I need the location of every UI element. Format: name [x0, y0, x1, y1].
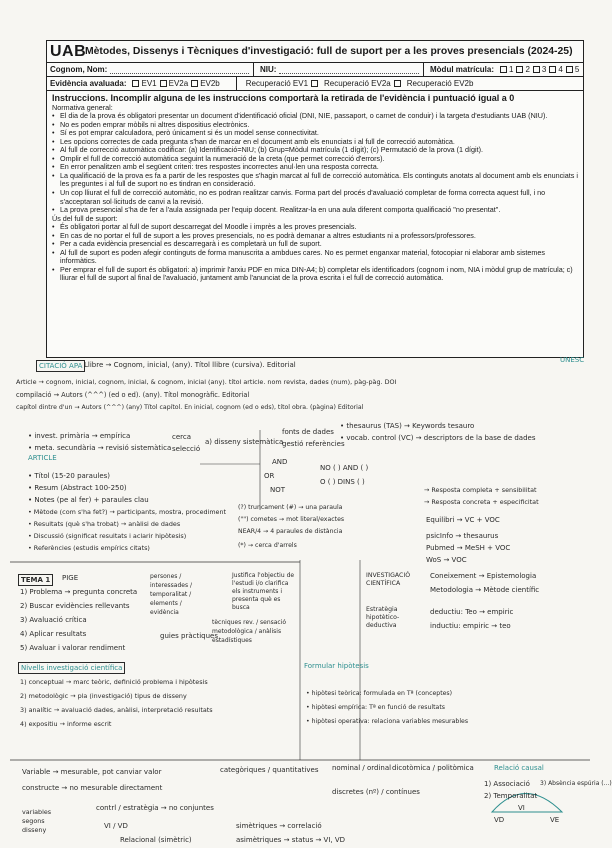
- sheet-header: [47, 41, 583, 63]
- note-var-6: discretes (nº) / contínues: [332, 788, 420, 796]
- note-art-3: • Notes (pe al fer) + paraules clau: [28, 496, 149, 504]
- note-cita-article: Article → cognom, inicial, cognom, inicial, & cognom, inicial (any). títol article. nom revista, dades (num), pàg-pàg. DOI: [16, 378, 397, 386]
- note-niv-1: 1) conceptual → marc teòric, definició problema i hipòtesis: [20, 678, 208, 686]
- note-hip-2: • hipòtesi teòrica: formulada en Tª (conceptes): [306, 690, 453, 697]
- note-bool-3: (?) truncament (#) → una paraula: [238, 504, 343, 511]
- module-checkbox-2[interactable]: [516, 66, 523, 73]
- support-rules-title: Ús del full de suport:: [52, 213, 118, 223]
- note-estrat-4: cerca: [172, 433, 192, 441]
- support-sheet: [46, 40, 584, 358]
- list-item: • Per emprar el full de suport és obligatori: a) imprimir l'arxiu PDF en mica DIN-A4; b) completar els identificadors (cognom i nom, NIA i mòdul grup de matrícula; c) lliurar el full de suport al final de l'avaluació, juntament amb l'anunciat de la prova escrita i el full de correcció automàtica.: [52, 266, 578, 283]
- note-var-2: constructe → no mesurable directament: [22, 784, 163, 792]
- name-label: Cognom, Nom:: [50, 65, 108, 74]
- note-art-5: • Resultats (què s'ha trobat) → anàlisi de dades: [28, 520, 181, 528]
- note-art-6: • Discussió (significat resultats i aclarir hipòtesis): [28, 532, 187, 540]
- evidence-label: Evidència avaluada:: [50, 79, 127, 88]
- note-equ-5: Pubmed → MeSH + VOC: [426, 544, 511, 552]
- module-option-label: 5: [574, 65, 580, 74]
- module-checkbox-1[interactable]: [500, 66, 507, 73]
- note-dis-4: Relacional (simètric): [120, 836, 192, 844]
- note-rel-6: VE: [550, 816, 560, 824]
- note-inv-2: Coneixement → Epistemologia: [430, 572, 537, 580]
- note-bool-6: (*) → cerca d'arrels: [238, 542, 297, 549]
- note-dis-1: variables segons disseny: [22, 808, 52, 834]
- list-item: • Al full de correcció automàtica codificar: (a) Identificació=NIU; (b) Grup=Mòdul matrícula (1 dígit); (c) Permutació de la prova (1 dígit).: [52, 146, 578, 155]
- instructions-heading: Instruccions. Incomplir alguna de les instruccions comportarà la retirada de l'evidència i puntuació igual a 0: [52, 93, 515, 103]
- note-unesc: UNESC: [560, 356, 585, 364]
- note-t1-5: 5) Avaluar i valorar rendiment: [20, 644, 126, 652]
- evidence-option-label: EV1: [141, 79, 157, 88]
- note-rel-5: VD: [494, 816, 505, 824]
- note-hip-1: Formular hipòtesis: [304, 662, 369, 670]
- support-rules-list: [52, 223, 578, 283]
- list-item: • La prova presencial s'ha de fer a l'aula assignada per l'equip docent. Realitzar-la en una aula diferent comporta qualificació "no presentat".: [52, 206, 578, 215]
- general-rules-list: [52, 112, 578, 215]
- note-estrat-6: a) disseny sistemàtica: [205, 438, 284, 446]
- note-dis-3: VI / VD: [104, 822, 128, 830]
- recovery-option-label: Recuperació EV2a: [324, 79, 391, 88]
- niu-cell: [253, 63, 423, 76]
- note-t1-pers: persones / interessades / temporalitat / elements / evidència: [150, 573, 193, 616]
- note-var-1: Variable → mesurable, pot canviar valor: [22, 768, 162, 776]
- note-rel-3: 3) Absència espúria (...): [540, 780, 612, 787]
- evidence-option-label: EV2b: [200, 79, 220, 88]
- note-bool-1: NO ( ) AND ( ): [320, 464, 369, 472]
- note-t1-1: 1) Problema → pregunta concreta: [20, 588, 138, 596]
- sheet-title: Mètodes, Dissenys i Tècniques d'investigació: full de suport per a les proves presencials (2024-25): [85, 46, 573, 57]
- module-option-label: 3: [541, 65, 547, 74]
- general-rules-title: Normativa general:: [52, 102, 113, 112]
- note-estrat-8: gestió referències: [282, 440, 345, 448]
- module-cell: [423, 63, 583, 76]
- note-estrat-5: selecció: [172, 445, 201, 453]
- note-t1-4: 4) Aplicar resultats: [20, 630, 87, 638]
- note-bool-4: ("") cometes → mot literal/exactes: [238, 516, 345, 523]
- list-item: • Per a cada evidència presencial es descarregarà i es completarà un full de suport.: [52, 240, 578, 249]
- note-cita-title: CITACIÓ APA: [36, 360, 85, 372]
- note-estrat-10: • vocab. control (VC) → descriptors de la base de dades: [340, 434, 536, 442]
- note-art-4: • Mètode (com s'ha fet?) → participants, mostra, procediment: [28, 508, 227, 516]
- list-item: • Al full de suport es poden afegir continguts de forma manuscrita a ambdues cares. No es permet enganxar material, fotocopiar ni elaborar amb sistemes informàtics.: [52, 249, 578, 266]
- note-t1-3: 3) Avaluació crítica: [20, 616, 87, 624]
- note-hip-4: • hipòtesi operativa: relaciona variables mesurables: [306, 718, 469, 725]
- note-var-4: nominal / ordinal: [332, 764, 392, 772]
- note-cita-llibre: Llibre → Cognom, inicial, (any). Títol llibre (cursiva). Editorial: [84, 361, 296, 369]
- module-checkbox-3[interactable]: [533, 66, 540, 73]
- note-estr-2: deductiu: Teo → empiric: [430, 608, 514, 616]
- evidence-checkbox-ev2a[interactable]: [160, 80, 167, 87]
- note-niv-4: 4) expositiu → informe escrit: [20, 720, 112, 728]
- evidence-row: [47, 77, 583, 91]
- list-item: • La qualificació de la prova es fa a partir de les respostes que s'hagin marcat al full de correcció automàtica. Els continguts anotats al document amb els enunciats i les preguntes i al full de suport no es tindran en consideració.: [52, 172, 578, 189]
- list-item: • Sí es pot emprar calculadora, però únicament si és un model sense connectivitat.: [52, 129, 578, 138]
- note-cita-compilacio: compilació → Autors (^^^) (ed o ed). (any). Títol monogràfic. Editorial: [16, 391, 250, 399]
- note-dis-5: simètriques → correlació: [236, 822, 322, 830]
- module-option-label: 1: [509, 65, 514, 74]
- recovery-checkbox-ev2a[interactable]: [394, 80, 401, 87]
- note-dis-2: contrl / estratègia → no conjuntes: [96, 804, 214, 812]
- niu-label: NIU:: [260, 65, 277, 74]
- note-equ-2: → Resposta concreta + especificitat: [424, 498, 539, 506]
- note-bool-5: NEAR/4 → 4 paraules de distància: [238, 528, 343, 535]
- note-estr-1: Estratègia hipotètico-deductiva: [366, 606, 400, 629]
- note-tema-title: TEMA 1: [18, 574, 53, 586]
- note-niv-3: 3) analític → avaluació dades, anàlisi, interpretació resultats: [20, 706, 213, 714]
- note-bool-2: O ( ) DINS ( ): [320, 478, 365, 486]
- list-item: • Les opcions correctes de cada pregunta s'han de marcar en el document amb els enunciats i al full de correcció automàtica.: [52, 138, 578, 147]
- evidence-checkbox-ev2b[interactable]: [191, 80, 198, 87]
- list-item: • En cas de no portar el full de suport a les proves presencials, no es podrà demanar a altres estudiants ni a professors/professores.: [52, 232, 578, 241]
- recovery-checkbox-ev1[interactable]: [311, 80, 318, 87]
- note-art-1: • Títol (15-20 paraules): [28, 472, 111, 480]
- note-estrat-9: • thesaurus (TAS) → Keywords tesauro: [340, 422, 475, 430]
- note-bool-or: OR: [264, 472, 275, 480]
- note-equ-1: → Resposta completa + sensibilitat: [424, 486, 537, 494]
- recovery-cell: [236, 77, 583, 90]
- evidence-option-label: EV2a: [168, 79, 189, 88]
- recovery-option-label: Recuperació EV2b: [406, 79, 474, 88]
- note-t1-tecn: tècniques rev. / sensació metodològica / anàlisis estadístiques: [212, 619, 287, 644]
- instructions-block: [47, 91, 583, 283]
- module-option-label: 2: [525, 65, 530, 74]
- note-equ-4: psicInfo → thesaurus: [426, 532, 499, 540]
- note-rel-2: 2) Temporalitat: [484, 792, 538, 800]
- module-label: Mòdul matrícula:: [430, 65, 495, 74]
- note-article-title: ARTICLE: [28, 454, 57, 462]
- module-checkbox-5[interactable]: [566, 66, 573, 73]
- module-checkbox-4[interactable]: [549, 66, 556, 73]
- note-estrat-2: • meta. secundària → revisió sistemàtica: [28, 444, 172, 452]
- uab-logo: UAB: [50, 42, 87, 60]
- note-niv-title: Nivells investigació científica: [18, 662, 125, 674]
- list-item: • Un cop lliurat el full de correcció automàtic, no es podran realitzar canvis. Forma part del procés d'avaluació completar de forma correcta aquest full, i no s'acceptaran sol·licituds de canvi a la revisió.: [52, 189, 578, 206]
- note-inv-1: INVESTIGACIÓ CIENTÍFICA: [366, 572, 411, 587]
- niu-field[interactable]: [279, 66, 419, 74]
- note-equ-6: WoS → VOC: [426, 556, 467, 564]
- list-item: • El dia de la prova és obligatori presentar un document d'identificació oficial (DNI, NIE, passaport, o carnet de conduir) i la targeta d'estudiants UAB (NIU).: [52, 112, 578, 121]
- note-rel-1: 1) Associació: [484, 780, 530, 788]
- note-equ-3: Equilibri → VC + VOC: [426, 516, 500, 524]
- note-inv-3: Metodologia → Mètode científic: [430, 586, 540, 594]
- note-rel-4: VI: [518, 804, 525, 812]
- recovery-option-label: Recuperació EV1: [245, 79, 309, 88]
- module-option-label: 4: [558, 65, 563, 74]
- identity-row: [47, 63, 583, 77]
- note-estr-3: inductiu: empiric → teo: [430, 622, 511, 630]
- note-t1-2: 2) Buscar evidències rellevants: [20, 602, 130, 610]
- note-t1-guies: guies pràctiques: [160, 632, 218, 640]
- list-item: • No es poden emprar mòbils ni altres dispositius electrònics.: [52, 121, 578, 130]
- name-field[interactable]: [110, 66, 249, 74]
- note-var-5: dicotòmica / politòmica: [392, 764, 474, 772]
- note-dis-6: asimètriques → status → VI, VD: [236, 836, 346, 844]
- note-rel-title: Relació causal: [494, 764, 544, 772]
- handwritten-notes: [0, 356, 612, 848]
- list-item: • És obligatori portar al full de suport descarregat del Moodle i imprès a les proves presencials.: [52, 223, 578, 232]
- note-var-3: categòriques / quantitatives: [220, 766, 319, 774]
- note-estrat-1: • invest. primària → empírica: [28, 432, 131, 440]
- note-hip-3: • hipòtesi empírica: Tª en funció de resultats: [306, 704, 446, 711]
- note-just: Justifica l'objectiu de l'estudi i/o clarifica els instruments i presenta què es busca: [232, 572, 295, 611]
- note-bool-and: AND: [272, 458, 288, 466]
- note-cita-capitol: capítol dintre d'un → Autors (^^^) (any) Títol capítol. En inicial, cognom (ed o eds), títol obra. (pàgina) Editorial: [16, 404, 364, 411]
- note-estrat-7: fonts de dades: [282, 428, 334, 436]
- evidence-checkbox-ev1[interactable]: [132, 80, 139, 87]
- list-item: • En error penalitzen amb el següent criteri: tres respostes incorrectes anul·len una resposta correcta.: [52, 163, 578, 172]
- note-pige: PIGE: [62, 574, 79, 582]
- note-bool-not: NOT: [270, 486, 286, 494]
- note-art-2: • Resum (Abstract 100-250): [28, 484, 127, 492]
- list-item: • Omplir el full de correcció automàtica seguint la numeració de la creta (que permet correcció d'errors).: [52, 155, 578, 164]
- note-art-7: • Referències (estudis empírics citats): [28, 544, 150, 552]
- note-niv-2: 2) metodològic → pla (investigació) tipus de disseny: [20, 692, 187, 700]
